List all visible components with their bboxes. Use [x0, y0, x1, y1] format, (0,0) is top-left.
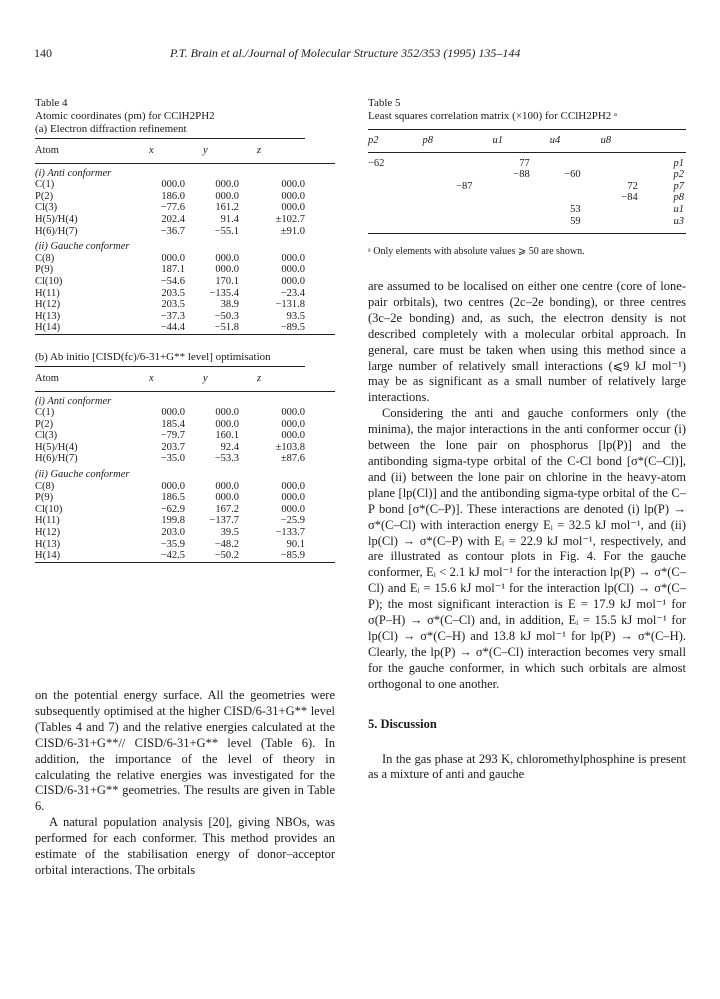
right-paragraph-2: Considering the anti and gauche conformers only (the minima), the major interactions in the anti conformer occur (i) between the lone pair on phosphorus [lp(P)] and the antibonding sigma-type orbital of the C-Cl bond [σ*(C–Cl)], and (ii) between the lone pair on chlorine in the heavy-atom plane [lp(Cl)] and the antibonding sigma-type orbital of the C–P bond [σ*(C–P)]. These interactions are denoted (i) lp(P) → σ*(C–Cl) with interaction energy Eᵢ = 32.5 kJ mol⁻¹, and (ii) lp(Cl) → σ*(C–P) with Eᵢ = 22.9 kJ mol⁻¹, respectively, and are illustrated as contour plots in Fig. 4. For the gauche conformer, Eᵢ < 2.1 kJ mol⁻¹ for the interaction lp(P) → σ*(C–Cl) and Eᵢ = 15.6 kJ mol⁻¹ for the interaction lp(Cl) → σ*(C–P); the most significant interaction is E = 17.9 kJ mol⁻¹ for σ(P–H) → σ*(C–Cl) and, in addition, Eᵢ = 15.5 kJ mol⁻¹ for lp(Cl) → σ*(C–H) and 13.8 kJ mol⁻¹ for lp(P) → σ*(C–H). Clearly, the lp(P) → σ*(C–Cl) interaction becomes very small for the gauche conformer, in which such orbitals are almost orthogonal to one another.: [368, 406, 686, 691]
coord-value: 187.1: [161, 264, 185, 276]
coord-value: 000.0: [215, 480, 239, 492]
table-row: [35, 322, 335, 334]
column-header: x: [131, 139, 185, 164]
column-header: u1: [482, 130, 539, 153]
coord-value: −77.6: [160, 202, 185, 214]
section-title: (ii) Gauche conformer: [35, 469, 130, 481]
correlation-value: [368, 216, 413, 228]
column-header: y: [185, 139, 239, 164]
cell-spacer: [305, 481, 335, 493]
column-header: u4: [540, 130, 591, 153]
coord-value: 92.4: [220, 441, 239, 453]
table4-label: Table 4: [35, 97, 68, 109]
cell-spacer: [305, 264, 335, 276]
coord-value: 170.1: [215, 275, 239, 287]
correlation-value: 59: [570, 215, 581, 227]
coord-value: −44.4: [160, 322, 185, 334]
table4b: [35, 366, 335, 567]
cell-spacer: [305, 407, 335, 419]
coord-value: −36.7: [160, 225, 185, 237]
table-row: [35, 453, 335, 465]
coord-value: −48.2: [214, 538, 239, 550]
bottom-rule: [368, 227, 686, 234]
coord-value: −131.8: [275, 299, 305, 311]
correlation-value: [591, 169, 648, 181]
table-row: [368, 181, 686, 193]
table-row: [35, 288, 335, 300]
coord-value: 186.0: [161, 190, 185, 202]
column-header: u8: [591, 130, 648, 153]
correlation-value: [482, 192, 539, 204]
table-row: [35, 311, 335, 323]
coord-value: 000.0: [161, 407, 185, 419]
atom-label: H(13): [35, 310, 61, 322]
row-param-label: p2: [673, 169, 684, 181]
coord-value: −79.7: [160, 430, 185, 442]
table-row: [35, 481, 335, 493]
row-param-label: u3: [673, 215, 684, 227]
table-row: [35, 226, 335, 238]
coord-value: 000.0: [281, 190, 305, 202]
correlation-value: −88: [513, 169, 530, 181]
correlation-value: −87: [456, 180, 473, 192]
cell-spacer: [305, 515, 335, 527]
atom-label: P(2): [35, 418, 54, 430]
coord-value: −62.9: [160, 503, 185, 515]
table-row: [35, 253, 335, 265]
cell-spacer: [305, 311, 335, 323]
table4b-heading: (b) Ab initio [CISD(fc)/6-31+G** level] optimisation: [35, 350, 271, 363]
table4a: [35, 138, 335, 339]
column-header: p8: [413, 130, 483, 153]
atom-label: H(5)/H(4): [35, 213, 78, 225]
left-paragraph-1: on the potential energy surface. All the geometries were subsequently optimised at the higher CISD/6-31+G** level (Tables 4 and 7) and the relative energies calculated at the CISD/6-31+G**// CISD/6-31+G** level (Table 6). In addition, the importance of the level of theory in calculating the relative energies was investigated for the CISD/6-31+G** geometries. The results are given in Table 6.: [35, 688, 335, 814]
table-row: [35, 407, 335, 419]
right-paragraph-3: In the gas phase at 293 K, chloromethylphosphine is present as a mixture of anti and gauche: [368, 751, 686, 782]
page-number: 140: [34, 46, 52, 60]
table4-caption: Atomic coordinates (pm) for CClH2PH2: [35, 110, 215, 122]
correlation-value: [368, 204, 413, 216]
column-spacer: [305, 139, 335, 164]
atom-label: C(1): [35, 407, 55, 419]
correlation-value: 72: [627, 180, 638, 192]
coord-value: 39.5: [220, 527, 239, 539]
row-param-label: p7: [673, 180, 684, 192]
section-heading: 5. Discussion: [368, 716, 437, 731]
atom-label: Cl(10): [35, 275, 63, 287]
coord-value: −35.0: [160, 453, 185, 465]
atom-label: P(2): [35, 190, 54, 202]
coord-value: 000.0: [215, 492, 239, 504]
correlation-value: [482, 181, 539, 193]
row-param-label: u1: [673, 203, 684, 215]
atom-label: Cl(3): [35, 202, 58, 214]
atom-label: H(12): [35, 527, 61, 539]
coord-value: −51.8: [214, 322, 239, 334]
coord-value: 203.7: [161, 441, 185, 453]
cell-spacer: [305, 299, 335, 311]
coord-value: 000.0: [281, 418, 305, 430]
coord-value: −89.5: [280, 322, 305, 334]
cell-spacer: [305, 202, 335, 214]
cell-spacer: [305, 276, 335, 288]
cell-spacer: [305, 527, 335, 539]
bottom-rule: [35, 562, 335, 567]
coord-value: 000.0: [215, 264, 239, 276]
table-row: [368, 169, 686, 181]
cell-spacer: [305, 288, 335, 300]
atom-label: H(12): [35, 299, 61, 311]
cell-spacer: [305, 453, 335, 465]
table-row: [35, 419, 335, 431]
atom-label: Cl(3): [35, 430, 58, 442]
correlation-value: −60: [564, 169, 581, 181]
coord-value: 000.0: [161, 252, 185, 264]
cell-spacer: [305, 539, 335, 551]
coord-value: −133.7: [275, 527, 305, 539]
running-title: P.T. Brain et al./Journal of Molecular Structure 352/353 (1995) 135–144: [170, 46, 521, 60]
correlation-value: 77: [482, 152, 539, 169]
coord-value: 90.1: [286, 538, 305, 550]
coord-value: ±91.0: [280, 225, 305, 237]
coord-value: −23.4: [280, 287, 305, 299]
table5-matrix: [368, 129, 686, 234]
coord-value: −85.9: [280, 550, 305, 562]
coord-value: 000.0: [161, 480, 185, 492]
correlation-value: [413, 169, 483, 181]
correlation-value: [482, 204, 539, 216]
column-header: p2: [368, 130, 413, 153]
cell-spacer: [305, 430, 335, 442]
cell-spacer: [305, 179, 335, 191]
coord-value: −25.9: [280, 515, 305, 527]
correlation-value: [540, 152, 591, 169]
coord-value: 000.0: [281, 252, 305, 264]
cell-spacer: [305, 214, 335, 226]
table-row: [35, 492, 335, 504]
table5-label: Table 5: [368, 97, 401, 109]
right-paragraph-1: are assumed to be localised on either one centre (core of lone-pair orbitals), two centres (2c–2e bonding), or three centres (3c–2e bonding) and, as such, the electron density is not described completely with a molecular orbital approach. In general, care must be taken when using this method since a large number of relatively small interactions (⩽9 kJ mol⁻¹) may be as significant as a small number of relatively large interactions.: [368, 279, 686, 405]
coord-value: 167.2: [215, 503, 239, 515]
table-row: [368, 152, 686, 169]
table-row: [35, 276, 335, 288]
atom-label: H(11): [35, 287, 60, 299]
table-row: [35, 442, 335, 454]
cell-spacer: [305, 226, 335, 238]
coord-value: 203.5: [161, 299, 185, 311]
table-row: [35, 550, 335, 562]
coord-value: 38.9: [220, 299, 239, 311]
table5-caption: Least squares correlation matrix (×100) for CClH2PH2 ᵃ: [368, 110, 618, 122]
section-title: (ii) Gauche conformer: [35, 241, 130, 253]
coord-value: −55.1: [214, 225, 239, 237]
cell-spacer: [305, 253, 335, 265]
column-header: x: [131, 366, 185, 391]
coord-value: −53.3: [214, 453, 239, 465]
coord-value: 186.5: [161, 492, 185, 504]
coord-value: 000.0: [215, 190, 239, 202]
coord-value: 185.4: [161, 418, 185, 430]
cell-spacer: [305, 550, 335, 562]
table-row: [35, 515, 335, 527]
table-row: [368, 192, 686, 204]
section-title: (i) Anti conformer: [35, 391, 335, 407]
coord-value: −137.7: [209, 515, 239, 527]
table5-footnote: ᵃ Only elements with absolute values ⩾ 50 are shown.: [368, 246, 585, 258]
table-row: [35, 527, 335, 539]
column-spacer: [305, 366, 335, 391]
atom-label: H(11): [35, 515, 60, 527]
bottom-rule: [35, 334, 335, 339]
coord-value: 000.0: [215, 407, 239, 419]
table-row: [35, 214, 335, 226]
coord-value: 000.0: [281, 275, 305, 287]
correlation-value: [368, 192, 413, 204]
coord-value: 000.0: [281, 503, 305, 515]
atom-label: H(5)/H(4): [35, 441, 78, 453]
cell-spacer: [305, 322, 335, 334]
coord-value: 202.4: [161, 213, 185, 225]
table-row: [368, 204, 686, 216]
atom-label: C(1): [35, 179, 55, 191]
cell-spacer: [305, 419, 335, 431]
row-param-label: p8: [673, 192, 684, 204]
coord-value: ±102.7: [275, 213, 305, 225]
table-row: [35, 202, 335, 214]
table5: [368, 97, 686, 257]
coord-value: 000.0: [215, 252, 239, 264]
section-title: (i) Anti conformer: [35, 163, 335, 179]
coord-value: 91.4: [220, 213, 239, 225]
table4a-heading: (a) Electron diffraction refinement: [35, 123, 187, 135]
coord-value: −50.2: [214, 550, 239, 562]
correlation-value: [413, 216, 483, 228]
coord-value: ±87.6: [280, 453, 305, 465]
coord-value: 000.0: [281, 202, 305, 214]
correlation-value: [540, 192, 591, 204]
column-header: z: [239, 139, 305, 164]
right-body: [368, 279, 686, 783]
column-header: z: [239, 366, 305, 391]
table-row: [368, 216, 686, 228]
correlation-value: [368, 169, 413, 181]
table4: [35, 97, 335, 567]
table-row: [35, 299, 335, 311]
correlation-value: −62: [368, 152, 413, 169]
column-header: y: [185, 366, 239, 391]
column-header: Atom: [35, 366, 131, 391]
table-row: [35, 191, 335, 203]
coord-value: ±103.8: [275, 441, 305, 453]
atom-label: H(6)/H(7): [35, 453, 78, 465]
correlation-value: [591, 152, 648, 169]
coord-value: 203.0: [161, 527, 185, 539]
coord-value: 000.0: [281, 179, 305, 191]
cell-spacer: [305, 191, 335, 203]
correlation-value: −84: [621, 192, 638, 204]
correlation-value: [413, 152, 483, 169]
cell-spacer: [305, 504, 335, 516]
coord-value: 000.0: [281, 264, 305, 276]
coord-value: 000.0: [281, 492, 305, 504]
coord-value: −54.6: [160, 275, 185, 287]
table-row: [35, 179, 335, 191]
atom-label: P(9): [35, 492, 54, 504]
coord-value: 203.5: [161, 287, 185, 299]
atom-label: C(8): [35, 480, 55, 492]
table-row: [35, 539, 335, 551]
coord-value: 000.0: [215, 179, 239, 191]
correlation-value: [413, 204, 483, 216]
coord-value: 160.1: [215, 430, 239, 442]
coord-value: 000.0: [281, 480, 305, 492]
coord-value: −50.3: [214, 310, 239, 322]
correlation-value: [413, 192, 483, 204]
coord-value: 161.2: [215, 202, 239, 214]
atom-label: H(14): [35, 322, 61, 334]
atom-label: H(6)/H(7): [35, 225, 78, 237]
correlation-value: [368, 181, 413, 193]
correlation-value: [591, 204, 648, 216]
atom-label: C(8): [35, 252, 55, 264]
correlation-value: 53: [570, 203, 581, 215]
correlation-value: [482, 216, 539, 228]
coord-value: 000.0: [215, 418, 239, 430]
cell-spacer: [305, 442, 335, 454]
atom-label: H(14): [35, 550, 61, 562]
coord-value: −135.4: [209, 287, 239, 299]
coord-value: −37.3: [160, 310, 185, 322]
column-header: Atom: [35, 139, 131, 164]
row-param-label: p1: [648, 152, 686, 169]
correlation-value: [540, 181, 591, 193]
coord-value: 000.0: [281, 430, 305, 442]
left-paragraph-2: A natural population analysis [20], giving NBOs, was performed for each conformer. This method provides an estimate of the stabilisation energy of donor–acceptor orbital interactions. The orbitals: [35, 815, 335, 877]
coord-value: 000.0: [161, 179, 185, 191]
atom-label: Cl(10): [35, 503, 63, 515]
coord-value: 199.8: [161, 515, 185, 527]
coord-value: −35.9: [160, 538, 185, 550]
table-row: [35, 264, 335, 276]
coord-value: −42.5: [160, 550, 185, 562]
table-row: [35, 430, 335, 442]
cell-spacer: [305, 492, 335, 504]
correlation-value: [591, 216, 648, 228]
coord-value: 93.5: [286, 310, 305, 322]
coord-value: 000.0: [281, 407, 305, 419]
left-body: [35, 688, 335, 879]
atom-label: P(9): [35, 264, 54, 276]
atom-label: H(13): [35, 538, 61, 550]
column-header: [648, 130, 686, 153]
table-row: [35, 504, 335, 516]
